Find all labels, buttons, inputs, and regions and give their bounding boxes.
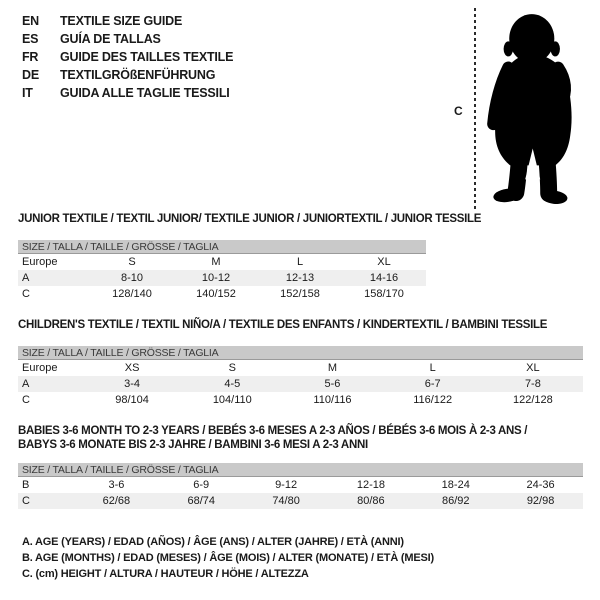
- table-cell: 80/86: [357, 495, 385, 507]
- language-label: TEXTILGRÖßENFÜHRUNG: [60, 68, 216, 82]
- height-measure-line: [474, 8, 476, 210]
- language-label: TEXTILE SIZE GUIDE: [60, 14, 183, 28]
- children-size-header-bar: SIZE / TALLA / TAILLE / GRÖSSE / TAGLIA: [18, 346, 583, 360]
- row-label: B: [22, 479, 30, 491]
- height-measure-label: C: [454, 104, 463, 118]
- table-cell: S: [228, 362, 236, 374]
- table-row: [18, 392, 583, 408]
- babies-size-table: [18, 463, 583, 509]
- table-cell: 10-12: [201, 272, 231, 284]
- language-label: GUIDE DES TAILLES TEXTILE: [60, 50, 234, 64]
- measurement-legend: [22, 534, 434, 582]
- table-cell: 5-6: [324, 378, 341, 390]
- row-label: A: [22, 378, 30, 390]
- table-cell: 116/122: [413, 394, 453, 406]
- language-code: ES: [22, 32, 39, 46]
- table-cell: 24-36: [526, 479, 555, 491]
- table-cell: L: [429, 362, 436, 374]
- table-cell: 128/140: [112, 288, 152, 300]
- legend-line-b: B. AGE (MONTHS) / EDAD (MESES) / ÂGE (MOIS) / ALTER (MONATE) / ETÀ (MESI): [22, 552, 434, 564]
- table-cell: M: [327, 362, 338, 374]
- language-code: FR: [22, 50, 39, 64]
- legend-line-a: A. AGE (YEARS) / EDAD (AÑOS) / ÂGE (ANS) / ALTER (JAHRE) / ETÀ (ANNI): [22, 536, 404, 548]
- table-cell: 68/74: [187, 495, 215, 507]
- table-row: [18, 270, 426, 286]
- language-row-fr: [22, 48, 233, 66]
- table-cell: 3-4: [124, 378, 141, 390]
- table-cell: 14-16: [369, 272, 399, 284]
- language-row-de: [22, 66, 233, 84]
- baby-silhouette: [482, 6, 590, 212]
- table-row: [18, 477, 583, 493]
- row-label: C: [22, 495, 30, 507]
- children-size-table: [18, 346, 583, 408]
- table-cell: 152/158: [280, 288, 320, 300]
- table-cell: S: [128, 256, 136, 268]
- table-cell: 7-8: [524, 378, 541, 390]
- table-row: [18, 493, 583, 509]
- language-code: EN: [22, 14, 39, 28]
- table-cell: 18-24: [441, 479, 470, 491]
- baby-height-figure: [450, 6, 598, 214]
- table-cell: 86/92: [441, 495, 470, 507]
- language-code: DE: [22, 68, 39, 82]
- row-label: Europe: [22, 362, 58, 374]
- table-row: [18, 254, 426, 270]
- babies-size-header-bar: SIZE / TALLA / TAILLE / GRÖSSE / TAGLIA: [18, 463, 583, 477]
- row-label: A: [22, 272, 30, 284]
- language-label: GUIDA ALLE TAGLIE TESSILI: [60, 86, 230, 100]
- table-row: [18, 376, 583, 392]
- babies-section-title: [18, 424, 527, 452]
- table-cell: M: [211, 256, 221, 268]
- table-cell: 6-7: [424, 378, 441, 390]
- table-cell: 4-5: [224, 378, 241, 390]
- language-header: [22, 12, 233, 102]
- language-row-en: [22, 12, 233, 30]
- babies-title-line1: BABIES 3-6 MONTH TO 2-3 YEARS / BEBÉS 3-6 MESES A 2-3 AÑOS / BÉBÉS 3-6 MOIS À 2-3 ANS /: [18, 425, 528, 437]
- table-cell: 9-12: [275, 479, 298, 491]
- children-section-title: CHILDREN'S TEXTILE / TEXTIL NIÑO/A / TEXTILE DES ENFANTS / KINDERTEXTIL / BAMBINI TESSILE: [18, 319, 548, 331]
- table-cell: 12-13: [285, 272, 315, 284]
- table-cell: XS: [124, 362, 140, 374]
- table-cell: L: [296, 256, 304, 268]
- junior-size-table: [18, 240, 426, 302]
- row-label: C: [22, 288, 30, 300]
- table-cell: 110/116: [313, 394, 352, 406]
- table-cell: 104/110: [212, 394, 252, 406]
- language-label: GUÍA DE TALLAS: [60, 32, 161, 46]
- table-cell: 140/152: [196, 288, 236, 300]
- row-label: C: [22, 394, 30, 406]
- junior-section-title: JUNIOR TEXTILE / TEXTIL JUNIOR/ TEXTILE JUNIOR / JUNIORTEXTIL / JUNIOR TESSILE: [18, 213, 482, 225]
- table-row: [18, 360, 583, 376]
- legend-line-c: C. (cm) HEIGHT / ALTURA / HAUTEUR / HÖHE / ALTEZZA: [22, 568, 309, 580]
- table-cell: 12-18: [356, 479, 385, 491]
- row-label: Europe: [22, 256, 58, 268]
- language-code: IT: [22, 86, 33, 100]
- language-row-es: [22, 30, 233, 48]
- junior-size-header-bar: SIZE / TALLA / TAILLE / GRÖSSE / TAGLIA: [18, 240, 426, 254]
- table-cell: 8-10: [120, 272, 144, 284]
- table-cell: XL: [377, 256, 391, 268]
- table-cell: 62/68: [102, 495, 131, 507]
- table-row: [18, 286, 426, 302]
- table-cell: 158/170: [364, 288, 404, 300]
- babies-title-line2: BABYS 3-6 MONATE BIS 2-3 JAHRE / BAMBINI 3-6 MESI A 2-3 ANNI: [18, 439, 368, 451]
- table-cell: 98/104: [115, 394, 149, 406]
- table-cell: 74/80: [272, 495, 300, 507]
- table-cell: 92/98: [526, 495, 555, 507]
- table-cell: 3-6: [108, 479, 125, 491]
- table-cell: 6-9: [193, 479, 210, 491]
- table-cell: 122/128: [513, 394, 553, 406]
- language-row-it: [22, 84, 233, 102]
- table-cell: XL: [526, 362, 540, 374]
